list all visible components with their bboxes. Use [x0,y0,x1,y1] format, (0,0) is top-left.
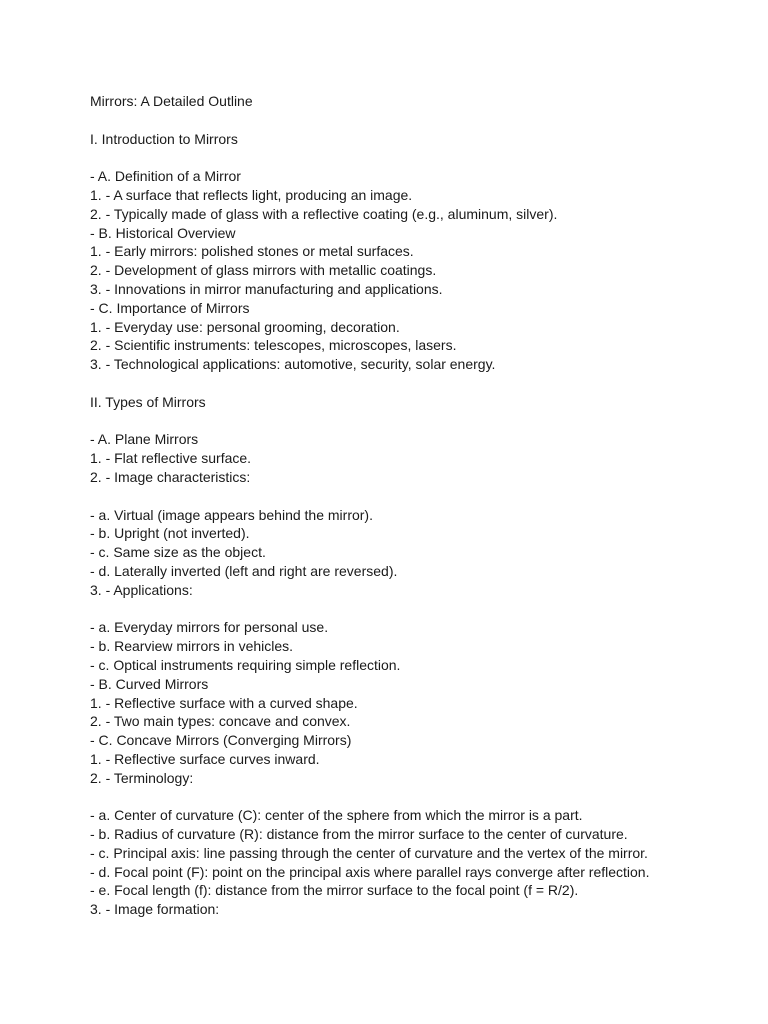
lettered-item: - a. Virtual (image appears behind the mirror). [90,506,373,523]
lettered-item: - d. Focal point (F): point on the principal axis where parallel rays converge after reflection. [90,863,650,880]
blank-line [90,487,750,506]
subsection-heading: - B. Historical Overview [90,224,236,241]
numbered-item: 2. - Image characteristics: [90,468,251,485]
numbered-item: 2. - Typically made of glass with a reflective coating (e.g., aluminum, silver). [90,205,558,222]
numbered-item: 3. - Applications: [90,581,193,598]
lettered-item: - a. Everyday mirrors for personal use. [90,619,329,636]
blank-line [90,787,750,806]
lettered-item: - c. Principal axis: line passing through the center of curvature and the vertex of the mirror. [90,844,648,861]
section-heading: II. Types of Mirrors [90,393,206,410]
numbered-item: 1. - Reflective surface curves inward. [90,750,320,767]
lettered-item: - a. Center of curvature (C): center of the sphere from which the mirror is a part. [90,807,583,824]
numbered-item: 3. - Innovations in mirror manufacturing and applications. [90,280,443,297]
numbered-item: 2. - Scientific instruments: telescopes, microscopes, lasers. [90,337,457,354]
section-heading: I. Introduction to Mirrors [90,130,238,147]
document-title: Mirrors: A Detailed Outline [90,93,253,109]
numbered-item: 1. - Everyday use: personal grooming, decoration. [90,318,400,335]
numbered-item: 3. - Technological applications: automotive, security, solar energy. [90,356,496,373]
lettered-item: - b. Upright (not inverted). [90,525,250,542]
blank-line [90,412,750,431]
subsection-heading: - B. Curved Mirrors [90,675,209,692]
numbered-item: 2. - Terminology: [90,769,194,786]
subsection-heading: - C. Concave Mirrors (Converging Mirrors) [90,732,352,749]
numbered-item: 1. - A surface that reflects light, producing an image. [90,186,413,203]
blank-line [90,148,750,167]
numbered-item: 1. - Reflective surface with a curved shape. [90,694,358,711]
document-body [90,92,750,919]
numbered-item: 1. - Flat reflective surface. [90,450,252,467]
lettered-item: - b. Radius of curvature (R): distance from the mirror surface to the center of curvature. [90,826,628,843]
blank-line [90,374,750,393]
lettered-item: - d. Laterally inverted (left and right are reversed). [90,562,398,579]
lettered-item: - e. Focal length (f): distance from the mirror surface to the focal point (f = R/2). [90,882,579,899]
subsection-heading: - A. Definition of a Mirror [90,168,241,185]
numbered-item: 2. - Two main types: concave and convex. [90,713,351,730]
blank-line [90,111,750,130]
blank-line [90,600,750,619]
numbered-item: 2. - Development of glass mirrors with metallic coatings. [90,262,437,279]
numbered-item: 3. - Image formation: [90,901,220,918]
lettered-item: - b. Rearview mirrors in vehicles. [90,638,294,655]
subsection-heading: - A. Plane Mirrors [90,431,199,448]
lettered-item: - c. Same size as the object. [90,544,266,561]
numbered-item: 1. - Early mirrors: polished stones or metal surfaces. [90,243,414,260]
lettered-item: - c. Optical instruments requiring simple reflection. [90,656,401,673]
subsection-heading: - C. Importance of Mirrors [90,299,250,316]
